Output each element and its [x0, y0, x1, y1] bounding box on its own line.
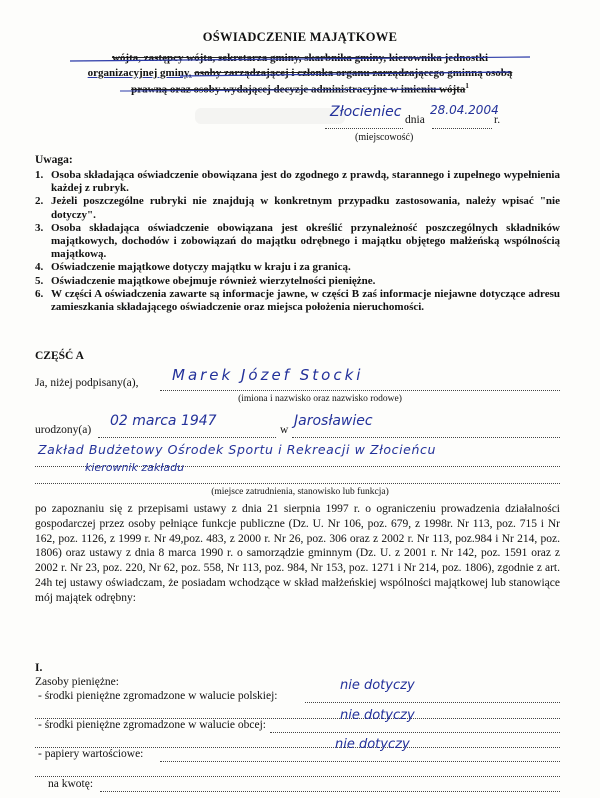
- uwaga-list: [35, 169, 560, 314]
- section-i-heading: I.: [35, 662, 43, 674]
- uwaga-item-4: [35, 261, 560, 274]
- uwaga-item-text: Oświadczenie majątkowe dotyczy majątku w kraju i za granicą.: [51, 261, 351, 274]
- uwaga-item-6: [35, 288, 560, 314]
- header-line-2a-text: organizacyjnej gminy,: [87, 67, 192, 79]
- uwaga-heading: Uwaga:: [35, 154, 73, 166]
- uwaga-item-number: 1.: [35, 169, 44, 181]
- cash-pln-value: nie dotyczy: [340, 678, 415, 693]
- amount-label: na kwotę:: [48, 778, 94, 790]
- born-date-value: 02 marca 1947: [110, 413, 217, 429]
- uwaga-item-2: [35, 195, 560, 221]
- uwaga-item-text: W części A oświadczenia zawarte są informacje jawne, w części B zaś informacje niejawne dotyczące adresu zamieszkania składającego oświadczenie oraz miejsca położenia nieruchomości.: [51, 287, 560, 314]
- securities-value: nie dotyczy: [335, 737, 410, 752]
- uwaga-item-text: Oświadczenie majątkowe obejmuje również wierzytelności pieniężne.: [51, 274, 376, 287]
- securities-line-2: [35, 764, 560, 777]
- uwaga-item-text: Osoba składająca oświadczenie obowiązana jest określić przynależność poszczególnych składników majątkowych, dochodów i zobowiązań do majątku odrębnego i majątku objętego małżeńską wspólnością majątkową.: [51, 221, 560, 261]
- name-value: Marek Józef Stocki: [172, 366, 364, 384]
- born-in-label: w: [280, 424, 289, 436]
- uwaga-item-5: [35, 275, 560, 288]
- date-suffix: r.: [494, 114, 501, 126]
- cash-pln-line-2: [35, 706, 560, 719]
- workplace-caption: (miejsce zatrudnienia, stanowisko lub funkcja): [211, 487, 389, 497]
- date-field: [432, 116, 492, 129]
- uwaga-item-1: [35, 169, 560, 195]
- uwaga-item-number: 3.: [35, 221, 44, 234]
- name-label: Ja, niżej podpisany(a),: [35, 377, 139, 389]
- date-label: dnia: [405, 114, 425, 126]
- cash-foreign-label: - środki pieniężne zgromadzone w walucie obcej:: [38, 719, 266, 731]
- header-line-2b-text: osoby zarządzającej i członka organu zarządzającego gminną osobą: [194, 67, 513, 79]
- workplace-value-1: Zakład Budżetowy Ośrodek Sportu i Rekreacji w Złocieńcu: [38, 442, 436, 457]
- document-title: OŚWIADCZENIE MAJĄTKOWE: [202, 30, 398, 44]
- section-i-label: Zasoby pieniężne:: [35, 676, 119, 688]
- place-value: Złocieniec: [330, 104, 402, 120]
- uwaga-item-text: Jeżeli poszczególne rubryki nie znajdują w konkretnym przypadku zastosowania, należy wpisać "nie dotyczy".: [51, 195, 560, 221]
- header-footnote: 1: [465, 82, 469, 90]
- born-place-value: Jarosławiec: [294, 413, 373, 429]
- uwaga-item-number: 6.: [35, 287, 44, 300]
- header-line-1-text: wójta, zastępcy wójta, sekretarza gminy, skarbnika gminy, kierownika jednostki: [111, 52, 489, 64]
- cash-foreign-field: [270, 720, 560, 733]
- uwaga-item-number: 2.: [35, 195, 44, 208]
- uwaga-item-3: [35, 222, 560, 262]
- uwaga-item-text: Osoba składająca oświadczenie obowiązana jest do zgodnego z prawdą, starannego i zupełnego wypełnienia każdej z rubryk.: [51, 169, 560, 195]
- uwaga-item-number: 4.: [35, 261, 44, 274]
- name-caption: (imiona i nazwisko oraz nazwisko rodowe): [238, 394, 402, 404]
- place-caption: (miejscowość): [355, 132, 414, 143]
- cash-foreign-line-2: [35, 735, 560, 748]
- securities-label: - papiery wartościowe:: [38, 748, 144, 760]
- cash-pln-label: - środki pieniężne zgromadzone w walucie polskiej:: [38, 690, 278, 702]
- part-a-heading: CZĘŚĆ A: [35, 350, 84, 362]
- cash-foreign-value: nie dotyczy: [340, 708, 415, 723]
- date-value: 28.04.2004: [430, 103, 499, 117]
- header-line-3-text: prawną oraz osoby wydającej decyzje administracyjne w imieniu wójta: [131, 83, 466, 96]
- born-label: urodzony(a): [35, 424, 92, 436]
- workplace-value-2: kierownik zakładu: [85, 461, 185, 474]
- amount-field: [100, 779, 560, 792]
- header-strike-marks: [60, 50, 560, 100]
- legal-paragraph: po zapoznaniu się z przepisami ustawy z dnia 21 sierpnia 1997 r. o ograniczeniu prowadzenia działalności gospodarczej przez osoby pełniące funkcje publiczne (Dz. U. Nr 106, poz. 679, z 1998r. Nr 113, poz. 715 i Nr 162, poz. 1126, z 1999 r. Nr 49,poz. 483, z 2000 r. Nr 26, poz. 306 oraz z 2002 r. Nr 113, poz.984 i Nr 214, poz. 1806) oraz ustawy z dnia 8 marca 1990 r. o samorządzie gminnym (Dz. U. z 2001 r. Nr 142, poz. 1591 oraz z 2002 r. Nr 23, poz. 220, Nr 62, poz. 558, Nr 113, poz. 984, Nr 153, poz. 1271 i Nr 214, poz. 1806), zgodnie z art. 24h tej ustawy oświadczam, że posiadam wchodzące w skład małżeńskiej wspólności majątkowej lub stanowiące mój majątek odrębny:: [35, 503, 560, 604]
- uwaga-item-number: 5.: [35, 274, 44, 287]
- faded-stamp: [195, 108, 345, 124]
